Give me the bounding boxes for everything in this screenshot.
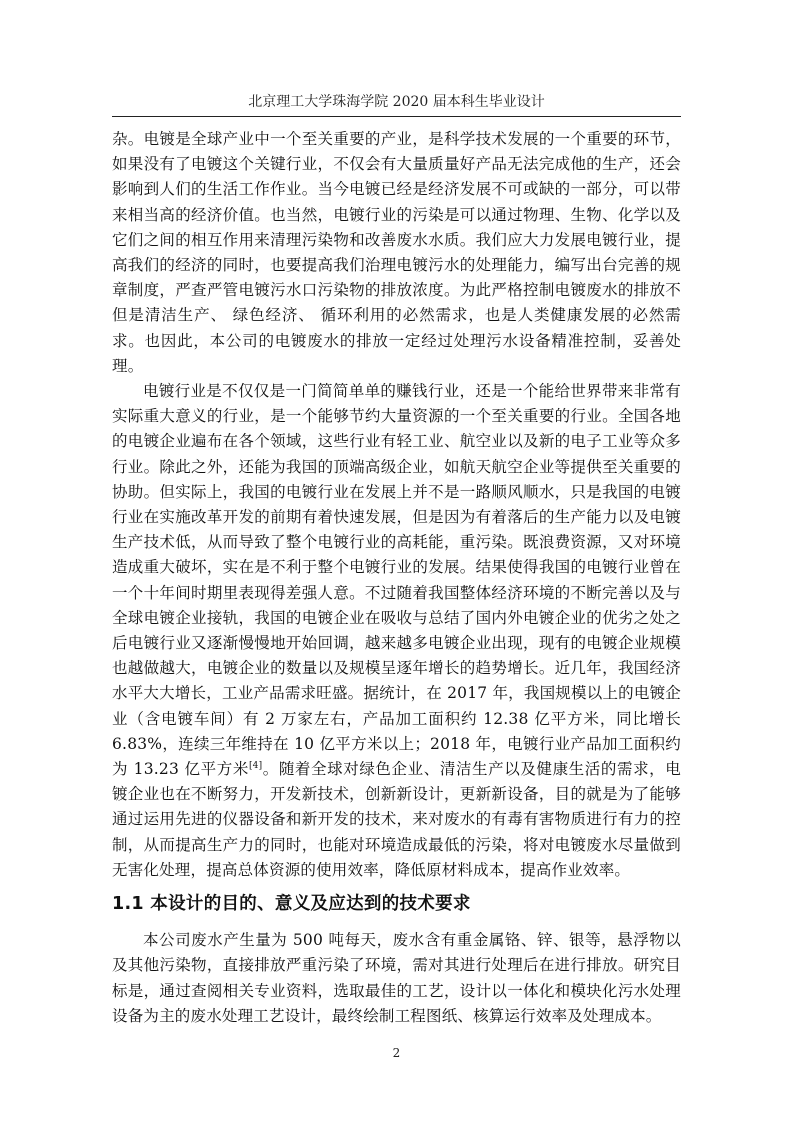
paragraph-industry	[112, 379, 681, 883]
paragraph-text: 电镀行业是不仅仅是一门简简单单的赚钱行业，还是一个能给世界带来非常有实际重大意义的行业，是一个能够节约大量资源的一个至关重要的行业。全国各地的电镀企业遍布在各个领域，这些行业有轻工业、航空业以及新的电子工业等众多行业。除此之外，还能为我国的顶端高级企业，如航天航空企业等提供至关重要的协助。但实际上，我国的电镀行业在发展上并不是一路顺风顺水，只是我国的电镀行业在实施改革开发的前期有着快速发展，但是因为有着落后的生产能力以及电镀生产技术低，从而导致了整个电镀行业的高耗能，重污染。既浪费资源，又对环境造成重大破坏，实在是不利于整个电镀行业的发展。结果使得我国的电镀行业曾在一个十年间时期里表现得差强人意。不过随着我国整体经济环境的不断完善以及与全球电镀企业接轨，我国的电镀企业在吸收与总结了国内外电镀企业的优劣之处之后电镀行业又逐渐慢慢地开始回调，越来越多电镀企业出现，现有的电镀企业规模也越做越大，电镀企业的数量以及规模呈逐年增长的趋势增长。近几年，我国经济水平大大增长，工业产品需求旺盛。据统计，在 2017 年，我国规模以上的电镀企业（含电镀车间）有 2 万家左右，产品加工面积约 12.38 亿平方米，同比增长 6.83%，连续三年维持在 10 亿平方米以上；2018 年，电镀行业产品加工面积约为 13.23 亿平方米	[112, 382, 681, 779]
header-rule	[112, 116, 681, 117]
citation-ref: [4]	[248, 761, 263, 772]
paragraph-text: 。随着全球对绿色企业、清洁生产以及健康生活的需求，电镀企业也在不断努力，开发新技术，创新新设计，更新新设备，目的就是为了能够通过运用先进的仪器设备和新开发的技术，来对废水的有毒有害物质进行有力的控制，从而提高生产力的同时，也能对环境造成最低的污染，将对电镀废水尽量做到无害化处理，提高总体资源的使用效率，降低原材料成本，提高作业效率。	[112, 760, 681, 879]
paragraph-objectives: 本公司废水产生量为 500 吨每天，废水含有重金属铬、锌、银等，悬浮物以及其他污染物，直接排放严重污染了环境，需对其进行处理后在进行排放。研究目标是，通过查阅相关专业资料，选取最佳的工艺，设计以一体化和模块化污水处理设备为主的废水处理工艺设计，最终绘制工程图纸、核算运行效率及处理成本。	[112, 931, 681, 1025]
page-number: 2	[392, 1046, 401, 1060]
section-heading: 1.1 本设计的目的、意义及应达到的技术要求	[112, 894, 471, 915]
running-header: 北京理工大学珠海学院 2020 届本科生毕业设计	[248, 94, 545, 110]
paragraph-continued: 杂。电镀是全球产业中一个至关重要的产业，是科学技术发展的一个重要的环节，如果没有了电镀这个关键行业，不仅会有大量质量好产品无法完成他的生产，还会影响到人们的生活工作作业。当今电镀已经是经济发展不可或缺的一部分，可以带来相当高的经济价值。也当然，电镀行业的污染是可以通过物理、生物、化学以及它们之间的相互作用来清理污染物和改善废水水质。我们应大力发展电镀行业，提高我们的经济的同时，也要提高我们治理电镀污水的处理能力，编写出台完善的规章制度，严查严管电镀污水口污染物的排放浓度。为此严格控制电镀废水的排放不但是清洁生产、 绿色经济、 循环利用的必然需求，也是人类健康发展的必然需求。也因此，本公司的电镀废水的排放一定经过处理污水设备精准控制，妥善处理。	[112, 130, 681, 375]
body-text	[112, 127, 681, 1029]
